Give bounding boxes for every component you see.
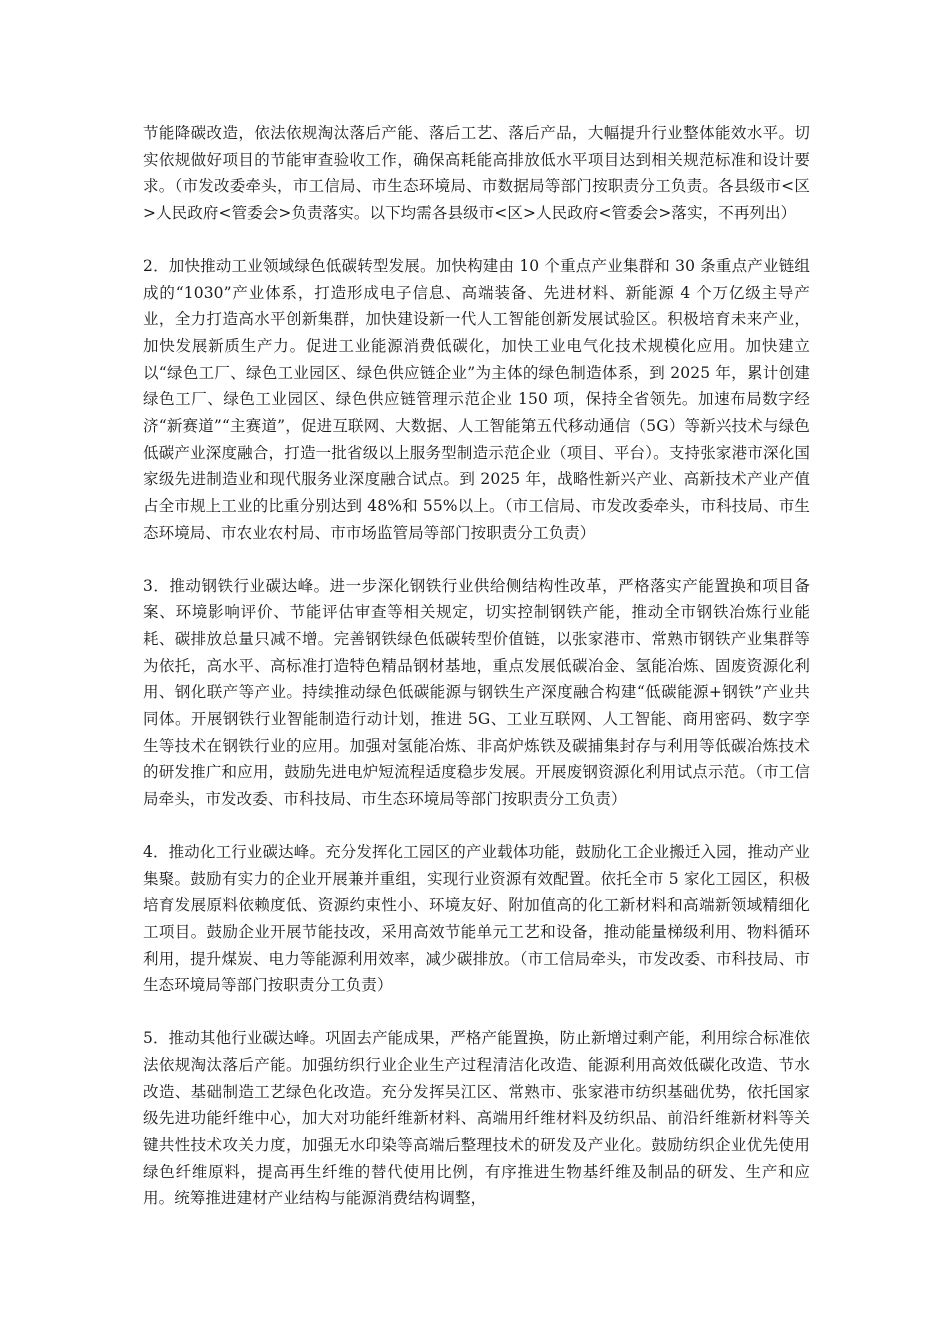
- paragraph-item-4: 4．推动化工行业碳达峰。充分发挥化工园区的产业载体功能，鼓励化工企业搬迁入园，推动产业集聚。鼓励有实力的企业开展兼并重组，实现行业资源有效配置。依托全市 5 家化工园区，积极培育发展原料依赖度低、资源约束性小、环境友好、附加值高的化工新材料和高端新领域精细化工项目。鼓励企业开展节能技改，采用高效节能单元工艺和设备，推动能量梯级利用、物料循环利用，提升煤炭、电力等能源利用效率，减少碳排放。（市工信局牵头，市发改委、市科技局、市生态环境局等部门按职责分工负责）: [143, 842, 810, 995]
- paragraph-item-5: 5．推动其他行业碳达峰。巩固去产能成果，严格产能置换，防止新增过剩产能，利用综合标准依法依规淘汰落后产能。加强纺织行业企业生产过程清洁化改造、能源利用高效低碳化改造、节水改造、基础制造工艺绿色化改造。充分发挥吴江区、常熟市、张家港市纺织基础优势，依托国家级先进功能纤维中心，加大对功能纤维新材料、高端用纤维材料及纺织品、前沿纤维新材料等关键共性技术攻关力度，加强无水印染等高端后整理技术的研发及产业化。鼓励纺织企业优先使用绿色纤维原料，提高再生纤维的替代使用比例，有序推进生物基纤维及制品的研发、生产和应用。统筹推进建材产业结构与能源消费结构调整，: [143, 1029, 810, 1208]
- paragraph-item-2: 2．加快推动工业领域绿色低碳转型发展。加快构建由 10 个重点产业集群和 30 条重点产业链组成的“1030”产业体系，打造形成电子信息、高端装备、先进材料、新能源 4 个万亿级主导产业，全力打造高水平创新集群，加快建设新一代人工智能创新发展试验区。积极培育未来产业，加快发展新质生产力。促进工业能源消费低碳化，加快工业电气化技术规模化应用。加快建立以“绿色工厂、绿色工业园区、绿色供应链企业”为主体的绿色制造体系，到 2025 年，累计创建绿色工厂、绿色工业园区、绿色供应链管理示范企业 150 项，保持全省领先。加速布局数字经济“新赛道”“主赛道”，促进互联网、大数据、人工智能第五代移动通信（5G）等新兴技术与绿色低碳产业深度融合，打造一批省级以上服务型制造示范企业（项目、平台）。支持张家港市深化国家级先进制造业和现代服务业深度融合试点。到 2025 年，战略性新兴产业、高新技术产业产值占全市规上工业的比重分别达到 48%和 55%以上。（市工信局、市发改委牵头，市科技局、市生态环境局、市农业农村局、市市场监管局等部门按职责分工负责）: [143, 256, 810, 542]
- paragraph-intro-continued: 节能降碳改造，依法依规淘汰落后产能、落后工艺、落后产品，大幅提升行业整体能效水平。切实依规做好项目的节能审查验收工作，确保高耗能高排放低水平项目达到相关规范标准和设计要求。（市发改委牵头，市工信局、市生态环境局、市数据局等部门按职责分工负责。各县级市<区>人民政府<管委会>负责落实。以下均需各县级市<区>人民政府<管委会>落实，不再列出）: [143, 124, 810, 223]
- document-body: [143, 120, 810, 1238]
- paragraph-item-3: 3．推动钢铁行业碳达峰。进一步深化钢铁行业供给侧结构性改革，严格落实产能置换和项目备案、环境影响评价、节能评估审查等相关规定，切实控制钢铁产能，推动全市钢铁冶炼行业能耗、碳排放总量只减不增。完善钢铁绿色低碳转型价值链，以张家港市、常熟市钢铁产业集群等为依托，高水平、高标准打造特色精品钢材基地，重点发展低碳冶金、氢能冶炼、固废资源化利用、钢化联产等产业。持续推动绿色低碳能源与钢铁生产深度融合构建“低碳能源+钢铁”产业共同体。开展钢铁行业智能制造行动计划，推进 5G、工业互联网、人工智能、商用密码、数字孪生等技术在钢铁行业的应用。加强对氢能冶炼、非高炉炼铁及碳捕集封存与利用等低碳冶炼技术的研发推广和应用，鼓励先进电炉短流程适度稳步发展。开展废钢资源化利用试点示范。（市工信局牵头，市发改委、市科技局、市生态环境局等部门按职责分工负责）: [143, 576, 810, 809]
